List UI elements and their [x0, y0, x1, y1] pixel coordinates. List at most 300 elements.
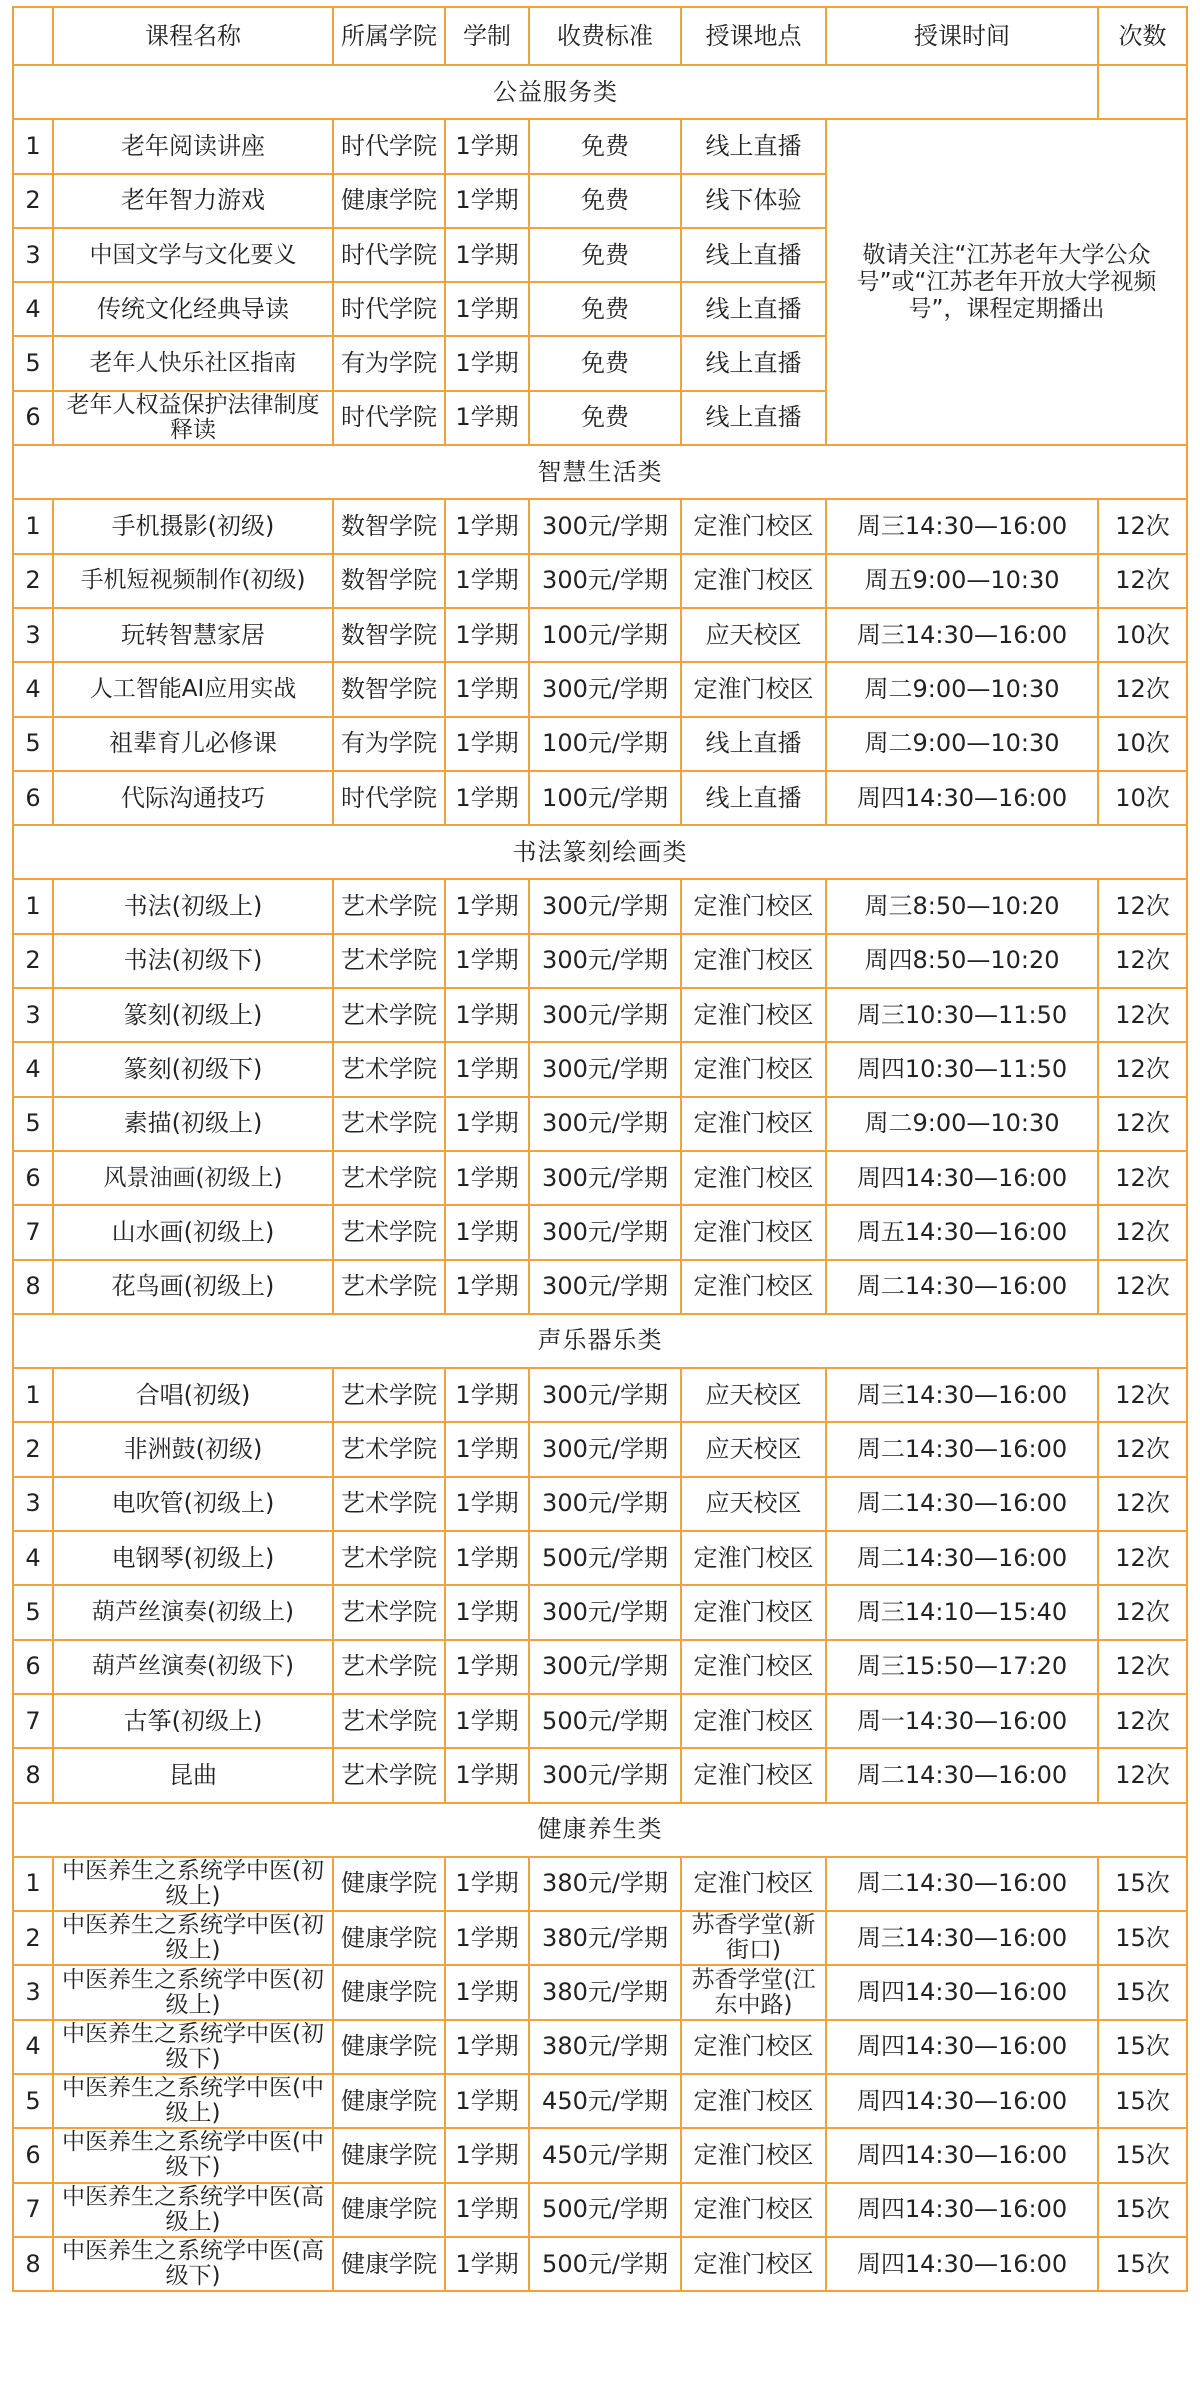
time: 周四14:30—16:00	[826, 2128, 1098, 2182]
place: 应天校区	[681, 1368, 826, 1422]
place: 定淮门校区	[681, 2183, 826, 2237]
place: 定淮门校区	[681, 1260, 826, 1314]
place: 线上直播	[681, 119, 826, 173]
row-number: 1	[13, 499, 53, 553]
count: 12次	[1098, 1422, 1187, 1476]
fee: 300元/学期	[529, 879, 681, 933]
count: 12次	[1098, 1097, 1187, 1151]
fee: 100元/学期	[529, 717, 681, 771]
college: 艺术学院	[333, 1531, 445, 1585]
place: 定淮门校区	[681, 1097, 826, 1151]
college: 数智学院	[333, 554, 445, 608]
header-place: 授课地点	[681, 7, 826, 65]
place: 定淮门校区	[681, 2128, 826, 2182]
table-row	[13, 1748, 1187, 1802]
row-number: 5	[13, 717, 53, 771]
course-name: 人工智能AI应用实战	[53, 662, 333, 716]
place: 应天校区	[681, 1422, 826, 1476]
place: 定淮门校区	[681, 1531, 826, 1585]
place: 苏香学堂(新街口)	[681, 1911, 826, 1965]
table-row	[13, 499, 1187, 553]
row-number: 3	[13, 228, 53, 282]
place: 定淮门校区	[681, 934, 826, 988]
count: 12次	[1098, 934, 1187, 988]
table-row	[13, 1585, 1187, 1639]
course-name: 素描(初级上)	[53, 1097, 333, 1151]
fee: 450元/学期	[529, 2128, 681, 2182]
term: 1学期	[445, 879, 529, 933]
course-name: 玩转智慧家居	[53, 608, 333, 662]
table-row	[13, 1260, 1187, 1314]
table-row	[13, 2128, 1187, 2182]
row-number: 3	[13, 608, 53, 662]
place: 定淮门校区	[681, 879, 826, 933]
count: 15次	[1098, 1857, 1187, 1911]
term: 1学期	[445, 1042, 529, 1096]
college: 艺术学院	[333, 1260, 445, 1314]
row-number: 4	[13, 662, 53, 716]
table-row	[13, 1042, 1187, 1096]
table-row	[13, 771, 1187, 825]
category-row	[13, 1803, 1187, 1857]
table-row	[13, 879, 1187, 933]
row-number: 8	[13, 1260, 53, 1314]
term: 1学期	[445, 1640, 529, 1694]
fee: 100元/学期	[529, 771, 681, 825]
count: 15次	[1098, 2237, 1187, 2291]
time: 周四14:30—16:00	[826, 1965, 1098, 2019]
term: 1学期	[445, 228, 529, 282]
fee: 300元/学期	[529, 988, 681, 1042]
category-row	[13, 1314, 1187, 1368]
time: 周二9:00—10:30	[826, 662, 1098, 716]
table-row	[13, 1151, 1187, 1205]
college: 艺术学院	[333, 1585, 445, 1639]
row-number: 3	[13, 1477, 53, 1531]
college: 艺术学院	[333, 1640, 445, 1694]
time: 周三8:50—10:20	[826, 879, 1098, 933]
place: 线上直播	[681, 771, 826, 825]
fee: 500元/学期	[529, 1694, 681, 1748]
count: 12次	[1098, 988, 1187, 1042]
fee: 500元/学期	[529, 2237, 681, 2291]
time: 周三14:30—16:00	[826, 499, 1098, 553]
place: 定淮门校区	[681, 988, 826, 1042]
count: 15次	[1098, 1965, 1187, 2019]
course-name: 中医养生之系统学中医(初级上)	[53, 1965, 333, 2019]
header-course-name: 课程名称	[53, 7, 333, 65]
term: 1学期	[445, 2183, 529, 2237]
time: 周三14:30—16:00	[826, 1368, 1098, 1422]
fee: 300元/学期	[529, 1042, 681, 1096]
fee: 免费	[529, 391, 681, 445]
college: 健康学院	[333, 2074, 445, 2128]
college: 时代学院	[333, 771, 445, 825]
course-name: 中国文学与文化要义	[53, 228, 333, 282]
count: 12次	[1098, 1640, 1187, 1694]
term: 1学期	[445, 1477, 529, 1531]
count: 12次	[1098, 1151, 1187, 1205]
row-number: 3	[13, 988, 53, 1042]
table-row	[13, 1097, 1187, 1151]
row-number: 1	[13, 1857, 53, 1911]
category-row	[13, 445, 1187, 499]
college: 艺术学院	[333, 1205, 445, 1259]
college: 艺术学院	[333, 1694, 445, 1748]
course-name: 电钢琴(初级上)	[53, 1531, 333, 1585]
term: 1学期	[445, 2237, 529, 2291]
course-name: 中医养生之系统学中医(初级上)	[53, 1857, 333, 1911]
course-name: 书法(初级下)	[53, 934, 333, 988]
table-row	[13, 1694, 1187, 1748]
fee: 免费	[529, 119, 681, 173]
term: 1学期	[445, 2128, 529, 2182]
row-number: 1	[13, 879, 53, 933]
college: 艺术学院	[333, 879, 445, 933]
row-number: 2	[13, 1911, 53, 1965]
fee: 100元/学期	[529, 608, 681, 662]
course-name: 手机摄影(初级)	[53, 499, 333, 553]
fee: 300元/学期	[529, 1422, 681, 1476]
fee: 300元/学期	[529, 662, 681, 716]
term: 1学期	[445, 988, 529, 1042]
time: 周二14:30—16:00	[826, 1531, 1098, 1585]
course-name: 篆刻(初级下)	[53, 1042, 333, 1096]
header-no	[13, 7, 53, 65]
category-count-blank	[1098, 65, 1187, 119]
place: 定淮门校区	[681, 1748, 826, 1802]
course-name: 代际沟通技巧	[53, 771, 333, 825]
place: 定淮门校区	[681, 2020, 826, 2074]
table-row	[13, 2183, 1187, 2237]
place: 应天校区	[681, 1477, 826, 1531]
fee: 免费	[529, 228, 681, 282]
header-count: 次数	[1098, 7, 1187, 65]
college: 艺术学院	[333, 1368, 445, 1422]
time: 周二14:30—16:00	[826, 1422, 1098, 1476]
place: 定淮门校区	[681, 554, 826, 608]
course-name: 篆刻(初级上)	[53, 988, 333, 1042]
course-name: 中医养生之系统学中医(高级上)	[53, 2183, 333, 2237]
table-row	[13, 608, 1187, 662]
row-number: 2	[13, 174, 53, 228]
place: 定淮门校区	[681, 1585, 826, 1639]
fee: 300元/学期	[529, 1585, 681, 1639]
college: 健康学院	[333, 1965, 445, 2019]
college: 健康学院	[333, 2128, 445, 2182]
table-row	[13, 1965, 1187, 2019]
time: 周五9:00—10:30	[826, 554, 1098, 608]
term: 1学期	[445, 391, 529, 445]
course-name: 花鸟画(初级上)	[53, 1260, 333, 1314]
table-row	[13, 2020, 1187, 2074]
count: 12次	[1098, 499, 1187, 553]
fee: 300元/学期	[529, 1205, 681, 1259]
count: 12次	[1098, 1260, 1187, 1314]
fee: 免费	[529, 282, 681, 336]
row-number: 2	[13, 554, 53, 608]
place: 定淮门校区	[681, 1857, 826, 1911]
course-name: 手机短视频制作(初级)	[53, 554, 333, 608]
count: 15次	[1098, 1911, 1187, 1965]
place: 定淮门校区	[681, 1151, 826, 1205]
college: 艺术学院	[333, 988, 445, 1042]
term: 1学期	[445, 934, 529, 988]
time: 周二9:00—10:30	[826, 717, 1098, 771]
term: 1学期	[445, 499, 529, 553]
college: 时代学院	[333, 282, 445, 336]
place: 定淮门校区	[681, 1042, 826, 1096]
time: 周二14:30—16:00	[826, 1748, 1098, 1802]
term: 1学期	[445, 119, 529, 173]
count: 12次	[1098, 1205, 1187, 1259]
category-title: 公益服务类	[13, 65, 1098, 119]
row-number: 4	[13, 1042, 53, 1096]
row-number: 1	[13, 1368, 53, 1422]
term: 1学期	[445, 1857, 529, 1911]
college: 时代学院	[333, 119, 445, 173]
college: 健康学院	[333, 1857, 445, 1911]
course-name: 书法(初级上)	[53, 879, 333, 933]
time: 周三10:30—11:50	[826, 988, 1098, 1042]
time: 周四14:30—16:00	[826, 1151, 1098, 1205]
time: 周一14:30—16:00	[826, 1694, 1098, 1748]
term: 1学期	[445, 1097, 529, 1151]
time: 周三15:50—17:20	[826, 1640, 1098, 1694]
header-term: 学制	[445, 7, 529, 65]
place: 苏香学堂(江东中路)	[681, 1965, 826, 2019]
header-college: 所属学院	[333, 7, 445, 65]
college: 健康学院	[333, 2183, 445, 2237]
table-row	[13, 1857, 1187, 1911]
count: 10次	[1098, 608, 1187, 662]
college: 艺术学院	[333, 1151, 445, 1205]
term: 1学期	[445, 2020, 529, 2074]
college: 有为学院	[333, 717, 445, 771]
count: 12次	[1098, 1042, 1187, 1096]
fee: 500元/学期	[529, 2183, 681, 2237]
course-table	[12, 6, 1188, 2292]
college: 时代学院	[333, 391, 445, 445]
course-name: 合唱(初级)	[53, 1368, 333, 1422]
place: 线上直播	[681, 336, 826, 390]
term: 1学期	[445, 1694, 529, 1748]
place: 线上直播	[681, 717, 826, 771]
term: 1学期	[445, 336, 529, 390]
course-schedule	[12, 6, 1186, 2292]
place: 定淮门校区	[681, 1640, 826, 1694]
term: 1学期	[445, 608, 529, 662]
fee: 免费	[529, 174, 681, 228]
fee: 300元/学期	[529, 1477, 681, 1531]
place: 线上直播	[681, 391, 826, 445]
category-row	[13, 825, 1187, 879]
college: 健康学院	[333, 2237, 445, 2291]
row-number: 4	[13, 282, 53, 336]
course-name: 中医养生之系统学中医(初级下)	[53, 2020, 333, 2074]
fee: 300元/学期	[529, 499, 681, 553]
count: 15次	[1098, 2183, 1187, 2237]
place: 定淮门校区	[681, 1205, 826, 1259]
course-name: 老年人权益保护法律制度释读	[53, 391, 333, 445]
term: 1学期	[445, 717, 529, 771]
category-row	[13, 65, 1187, 119]
course-name: 中医养生之系统学中医(中级下)	[53, 2128, 333, 2182]
row-number: 6	[13, 2128, 53, 2182]
course-name: 电吹管(初级上)	[53, 1477, 333, 1531]
category-title: 健康养生类	[13, 1803, 1187, 1857]
term: 1学期	[445, 1531, 529, 1585]
count: 12次	[1098, 1477, 1187, 1531]
row-number: 7	[13, 2183, 53, 2237]
row-number: 6	[13, 771, 53, 825]
time: 周五14:30—16:00	[826, 1205, 1098, 1259]
place: 线下体验	[681, 174, 826, 228]
term: 1学期	[445, 1205, 529, 1259]
time: 周二14:30—16:00	[826, 1260, 1098, 1314]
row-number: 4	[13, 2020, 53, 2074]
college: 艺术学院	[333, 1477, 445, 1531]
term: 1学期	[445, 554, 529, 608]
college: 艺术学院	[333, 1042, 445, 1096]
college: 时代学院	[333, 228, 445, 282]
row-number: 6	[13, 391, 53, 445]
course-name: 风景油画(初级上)	[53, 1151, 333, 1205]
term: 1学期	[445, 1368, 529, 1422]
place: 线上直播	[681, 282, 826, 336]
fee: 450元/学期	[529, 2074, 681, 2128]
place: 线上直播	[681, 228, 826, 282]
time: 周四8:50—10:20	[826, 934, 1098, 988]
count: 12次	[1098, 1368, 1187, 1422]
category-title: 声乐器乐类	[13, 1314, 1187, 1368]
count: 12次	[1098, 662, 1187, 716]
place: 定淮门校区	[681, 499, 826, 553]
table-row	[13, 119, 1187, 173]
college: 数智学院	[333, 499, 445, 553]
college: 健康学院	[333, 1911, 445, 1965]
course-name: 山水画(初级上)	[53, 1205, 333, 1259]
college: 艺术学院	[333, 1748, 445, 1802]
count: 15次	[1098, 2128, 1187, 2182]
term: 1学期	[445, 1585, 529, 1639]
row-number: 5	[13, 1585, 53, 1639]
row-number: 5	[13, 1097, 53, 1151]
course-name: 老年智力游戏	[53, 174, 333, 228]
time: 周二14:30—16:00	[826, 1477, 1098, 1531]
row-number: 8	[13, 2237, 53, 2291]
term: 1学期	[445, 1260, 529, 1314]
table-row	[13, 662, 1187, 716]
row-number: 1	[13, 119, 53, 173]
course-name: 昆曲	[53, 1748, 333, 1802]
time: 周二9:00—10:30	[826, 1097, 1098, 1151]
table-row	[13, 554, 1187, 608]
count: 15次	[1098, 2074, 1187, 2128]
time: 周四14:30—16:00	[826, 2074, 1098, 2128]
fee: 300元/学期	[529, 1260, 681, 1314]
header-time: 授课时间	[826, 7, 1098, 65]
table-row	[13, 934, 1187, 988]
course-name: 传统文化经典导读	[53, 282, 333, 336]
term: 1学期	[445, 1151, 529, 1205]
college: 健康学院	[333, 2020, 445, 2074]
fee: 300元/学期	[529, 554, 681, 608]
category-title: 书法篆刻绘画类	[13, 825, 1187, 879]
place: 定淮门校区	[681, 1694, 826, 1748]
table-row	[13, 1205, 1187, 1259]
broadcast-note: 敬请关注“江苏老年大学公众号”或“江苏老年开放大学视频号”，课程定期播出	[826, 119, 1187, 445]
table-body	[13, 7, 1187, 2291]
count: 12次	[1098, 1694, 1187, 1748]
time: 周四14:30—16:00	[826, 2020, 1098, 2074]
row-number: 5	[13, 336, 53, 390]
course-name: 葫芦丝演奏(初级上)	[53, 1585, 333, 1639]
table-row	[13, 1911, 1187, 1965]
term: 1学期	[445, 1911, 529, 1965]
course-name: 非洲鼓(初级)	[53, 1422, 333, 1476]
row-number: 6	[13, 1640, 53, 1694]
table-row	[13, 1477, 1187, 1531]
header-row	[13, 7, 1187, 65]
college: 艺术学院	[333, 1097, 445, 1151]
course-name: 老年人快乐社区指南	[53, 336, 333, 390]
course-name: 老年阅读讲座	[53, 119, 333, 173]
fee: 380元/学期	[529, 1911, 681, 1965]
course-name: 中医养生之系统学中医(初级上)	[53, 1911, 333, 1965]
fee: 380元/学期	[529, 2020, 681, 2074]
term: 1学期	[445, 771, 529, 825]
count: 12次	[1098, 1585, 1187, 1639]
place: 定淮门校区	[681, 2074, 826, 2128]
table-row	[13, 2237, 1187, 2291]
college: 有为学院	[333, 336, 445, 390]
course-name: 葫芦丝演奏(初级下)	[53, 1640, 333, 1694]
course-name: 中医养生之系统学中医(中级上)	[53, 2074, 333, 2128]
row-number: 7	[13, 1694, 53, 1748]
fee: 380元/学期	[529, 1965, 681, 2019]
count: 10次	[1098, 771, 1187, 825]
time: 周四10:30—11:50	[826, 1042, 1098, 1096]
count: 15次	[1098, 2020, 1187, 2074]
term: 1学期	[445, 1965, 529, 2019]
table-row	[13, 1640, 1187, 1694]
time: 周四14:30—16:00	[826, 2183, 1098, 2237]
row-number: 4	[13, 1531, 53, 1585]
table-row	[13, 1422, 1187, 1476]
fee: 300元/学期	[529, 934, 681, 988]
term: 1学期	[445, 174, 529, 228]
fee: 300元/学期	[529, 1151, 681, 1205]
row-number: 2	[13, 1422, 53, 1476]
course-name: 古筝(初级上)	[53, 1694, 333, 1748]
term: 1学期	[445, 2074, 529, 2128]
table-row	[13, 2074, 1187, 2128]
time: 周三14:30—16:00	[826, 608, 1098, 662]
college: 健康学院	[333, 174, 445, 228]
row-number: 3	[13, 1965, 53, 2019]
count: 12次	[1098, 554, 1187, 608]
fee: 300元/学期	[529, 1640, 681, 1694]
term: 1学期	[445, 1422, 529, 1476]
fee: 500元/学期	[529, 1531, 681, 1585]
category-title: 智慧生活类	[13, 445, 1187, 499]
count: 12次	[1098, 879, 1187, 933]
time: 周三14:30—16:00	[826, 1911, 1098, 1965]
college: 数智学院	[333, 662, 445, 716]
fee: 免费	[529, 336, 681, 390]
table-row	[13, 717, 1187, 771]
